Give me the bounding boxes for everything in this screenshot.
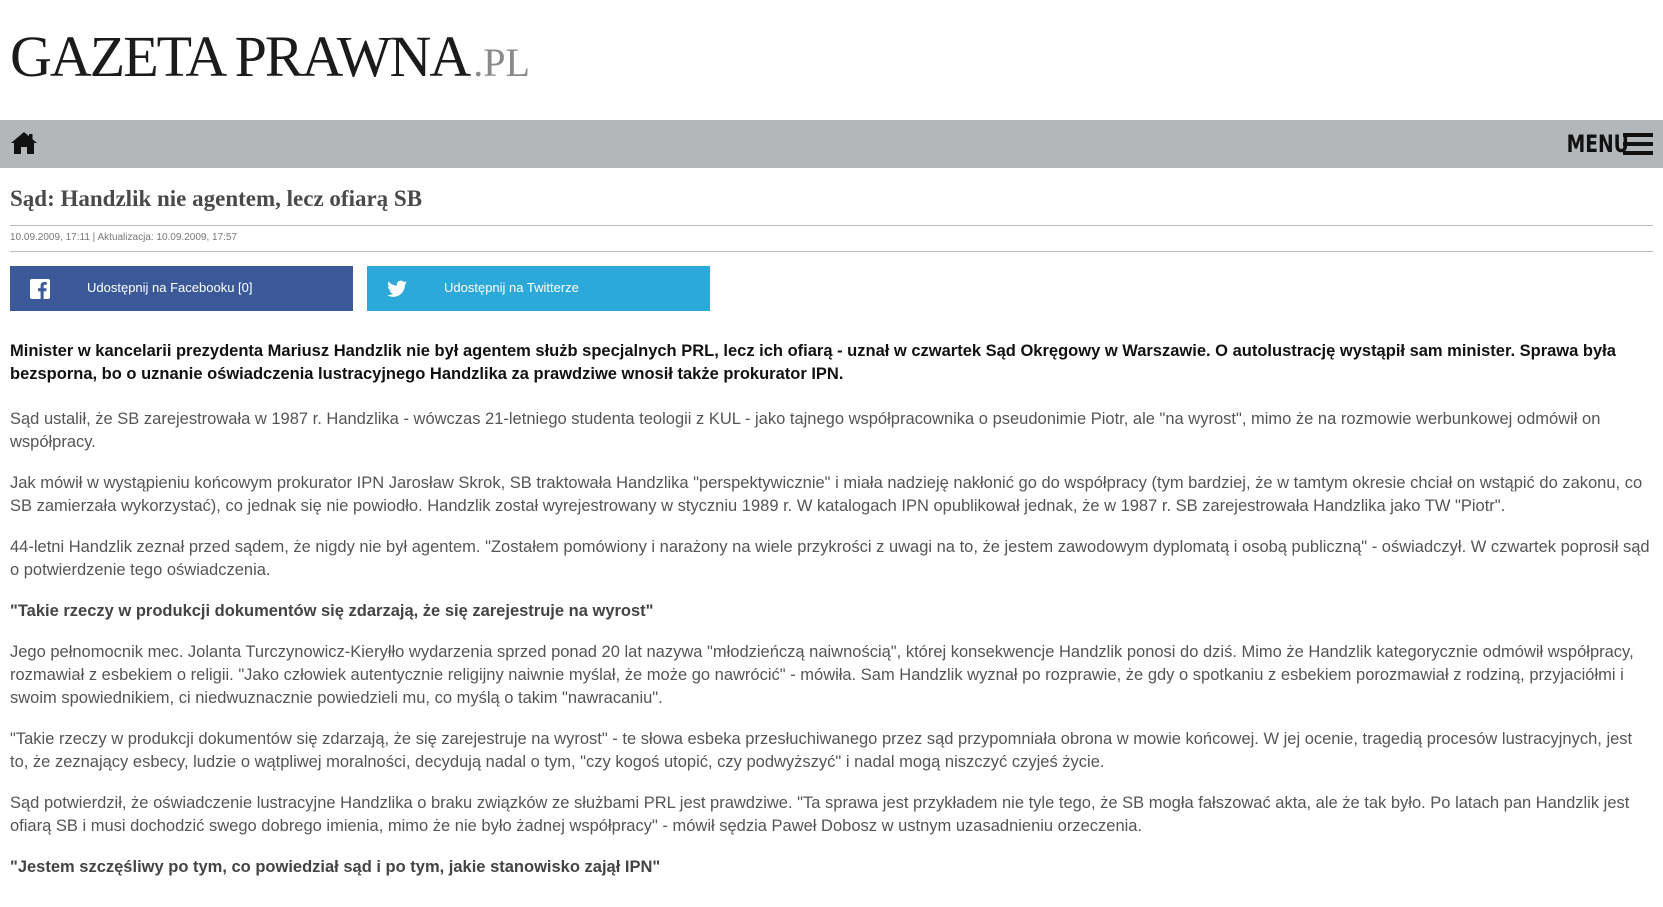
share-facebook-button[interactable]	[10, 266, 353, 311]
twitter-icon	[387, 279, 407, 299]
share-twitter-button[interactable]	[367, 266, 710, 311]
article-paragraph: Jego pełnomocnik mec. Jolanta Turczynowicz-Kieryłło wydarzenia sprzed ponad 20 lat nazywa "młodzieńczą naiwnością", której konsekwencje Handzlik ponosi do dziś. Mimo że Handzlik kategorycznie odmówił współpracy, rozmawiał z esbekiem o religii. "Jako człowiek autentycznie religijny naiwnie myślał, że może go nawrócić" - mówiła. Sam Handzlik wyznał po rozprawie, że gdy o spotkaniu z esbekiem porozmawiał z rodziną, przyjaciółmi i swoim spowiednikiem, ci niedwuznacznie powiedzieli mu, co myślą o takim "nawracaniu".	[10, 643, 1634, 707]
article-paragraph: "Takie rzeczy w produkcji dokumentów się zdarzają, że się zarejestruje na wyrost" - te słowa esbeka przesłuchiwanego przez sąd przypomniała obrona w mowie końcowej. W jej ocenie, tragedią procesów lustracyjnych, jest to, że zeznający esbecy, ludzie o wątpliwej moralności, decydują nadal o tym, "czy kogoś utopić, czy podwyższyć" i nadal mogą niszczyć czyjeś życie.	[10, 730, 1633, 771]
article-lead: Minister w kancelarii prezydenta Mariusz Handzlik nie był agentem służb specjalnych PRL, lecz ich ofiarą - uznał w czwartek Sąd Okręgowy w Warszawie. O autolustrację wystąpił sam minister. Sprawa była bezsporna, bo o uznanie oświadczenia lustracyjnego Handzlika za prawdziwe wnosił także prokurator IPN.	[10, 342, 1616, 383]
logo-main-text: GAZETA PRAWNA	[10, 24, 470, 89]
article-paragraph: Sąd ustalił, że SB zarejestrowała w 1987 r. Handzlika - wówczas 21-letniego studenta teologii z KUL - jako tajnego współpracownika o pseudonimie Piotr, ale "na wyrost", mimo że na rozmowie werbunkowej odmówił on współpracy.	[10, 410, 1601, 451]
home-icon[interactable]	[10, 130, 38, 156]
divider	[10, 225, 1653, 226]
article-meta: 10.09.2009, 17:11 | Aktualizacja: 10.09.2009, 17:57	[10, 232, 238, 243]
article-subheading: "Jestem szczęśliwy po tym, co powiedział sąd i po tym, jakie stanowisko zajął IPN"	[10, 858, 661, 876]
article-paragraph: Jak mówił w wystąpieniu końcowym prokurator IPN Jarosław Skrok, SB traktowała Handzlika "perspektywicznie" i miała nadzieję nakłonić go do współpracy (tym bardziej, że w tamtym okresie chciał on wstąpić do zakonu, co SB zamierzała wykorzystać), co jednak się nie powiodło. Handzlik został wyrejestrowany w styczniu 1989 r. W katalogach IPN opublikował jednak, że w 1987 r. SB zarejestrowała Handzlika jako TW "Piotr".	[10, 474, 1643, 515]
article-paragraph: Sąd potwierdził, że oświadczenie lustracyjne Handzlika o braku związków ze służbami PRL jest prawdziwe. "Ta sprawa jest przykładem nie tyle tego, że SB mogła fałszować akta, ale że tak było. Po latach pan Handzlik jest ofiarą SB i musi dochodzić swego dobrego imienia, mimo że nie było żadnej współpracy" - mówił sędzia Paweł Dobosz w ustnym uzasadnieniu orzeczenia.	[10, 794, 1630, 835]
article-paragraph: 44-letni Handzlik zeznał przed sądem, że nigdy nie był agentem. "Zostałem pomówiony i narażony na wiele przykrości z uwagi na to, że jestem zawodowym dyplomatą i osobą publiczną" - oświadczył. W czwartek poprosił sąd o potwierdzenie tego oświadczenia.	[10, 538, 1650, 579]
logo-suffix-text: .PL	[473, 40, 530, 85]
facebook-icon	[30, 279, 50, 299]
article-title: Sąd: Handzlik nie agentem, lecz ofiarą SB	[10, 186, 423, 211]
site-logo[interactable]	[10, 22, 530, 92]
article-subheading: "Takie rzeczy w produkcji dokumentów się zdarzają, że się zarejestruje na wyrost"	[10, 602, 654, 620]
menu-label: MENU	[1566, 130, 1629, 158]
menu-button[interactable]	[1549, 128, 1653, 160]
article-body	[10, 340, 1655, 897]
share-twitter-label: Udostępnij na Twitterze	[444, 280, 579, 295]
nav-bar	[0, 120, 1663, 168]
divider	[10, 251, 1653, 252]
share-facebook-label: Udostępnij na Facebooku [0]	[87, 280, 253, 295]
